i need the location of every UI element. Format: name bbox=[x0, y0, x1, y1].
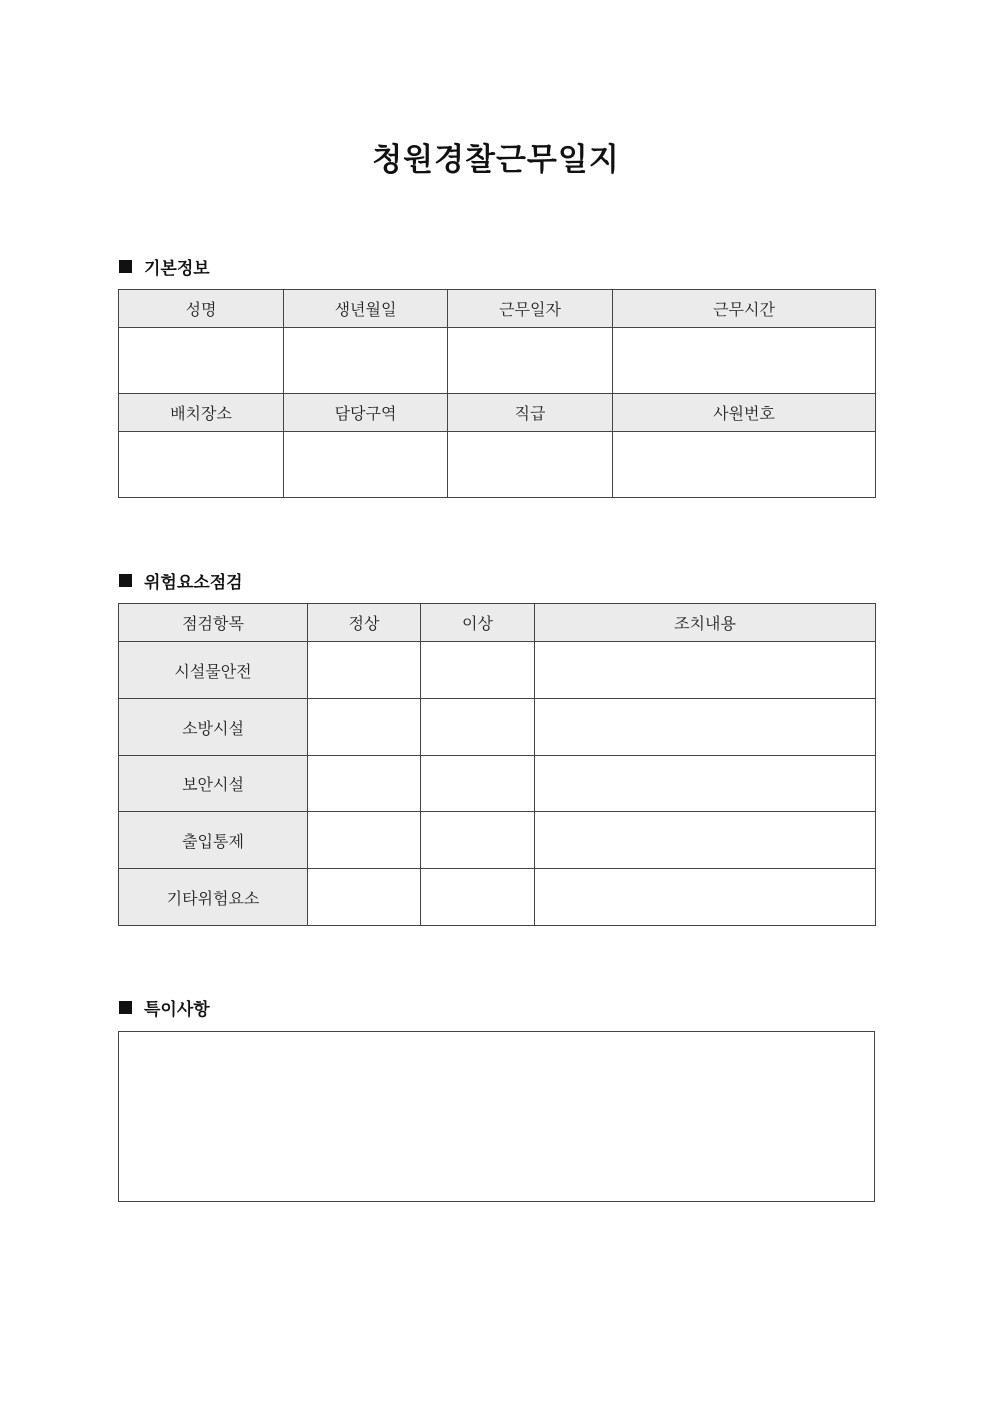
header-check-item: 점검항목 bbox=[119, 604, 308, 642]
header-birthdate: 생년월일 bbox=[284, 290, 448, 328]
header-work-date: 근무일자 bbox=[448, 290, 613, 328]
field-birthdate[interactable] bbox=[284, 328, 448, 394]
field-action-taken[interactable] bbox=[535, 812, 876, 869]
risk-check-table bbox=[118, 603, 876, 926]
field-normal[interactable] bbox=[308, 642, 421, 699]
remarks-field[interactable] bbox=[118, 1031, 875, 1202]
field-assigned-area[interactable] bbox=[284, 432, 448, 498]
section-risk-check bbox=[119, 568, 243, 593]
header-abnormal: 이상 bbox=[421, 604, 535, 642]
field-work-date[interactable] bbox=[448, 328, 613, 394]
field-abnormal[interactable] bbox=[421, 756, 535, 812]
document-title: 청원경찰근무일지 bbox=[372, 142, 620, 178]
header-name: 성명 bbox=[119, 290, 284, 328]
check-item-label: 출입통제 bbox=[119, 812, 308, 869]
field-name[interactable] bbox=[119, 328, 284, 394]
field-work-hours[interactable] bbox=[613, 328, 876, 394]
header-rank: 직급 bbox=[448, 394, 613, 432]
square-bullet-icon bbox=[119, 574, 132, 587]
field-action-taken[interactable] bbox=[535, 756, 876, 812]
field-employee-number[interactable] bbox=[613, 432, 876, 498]
header-action-taken: 조치내용 bbox=[535, 604, 876, 642]
header-assigned-area: 담당구역 bbox=[284, 394, 448, 432]
field-placement[interactable] bbox=[119, 432, 284, 498]
field-action-taken[interactable] bbox=[535, 642, 876, 699]
field-normal[interactable] bbox=[308, 812, 421, 869]
field-normal[interactable] bbox=[308, 756, 421, 812]
section-basic-info-label: 기본정보 bbox=[144, 259, 210, 279]
section-basic-info bbox=[119, 254, 210, 279]
field-abnormal[interactable] bbox=[421, 699, 535, 756]
section-remarks-label: 특이사항 bbox=[144, 1000, 210, 1020]
square-bullet-icon bbox=[119, 1001, 132, 1014]
header-work-hours: 근무시간 bbox=[613, 290, 876, 328]
field-normal[interactable] bbox=[308, 869, 421, 926]
field-abnormal[interactable] bbox=[421, 642, 535, 699]
section-risk-check-label: 위험요소점검 bbox=[144, 573, 243, 593]
header-normal: 정상 bbox=[308, 604, 421, 642]
check-item-label: 기타위험요소 bbox=[119, 869, 308, 926]
field-normal[interactable] bbox=[308, 699, 421, 756]
check-item-label: 시설물안전 bbox=[119, 642, 308, 699]
check-item-label: 보안시설 bbox=[119, 756, 308, 812]
header-placement: 배치장소 bbox=[119, 394, 284, 432]
basic-info-table bbox=[118, 289, 876, 498]
check-item-label: 소방시설 bbox=[119, 699, 308, 756]
field-action-taken[interactable] bbox=[535, 869, 876, 926]
field-rank[interactable] bbox=[448, 432, 613, 498]
field-abnormal[interactable] bbox=[421, 812, 535, 869]
header-employee-number: 사원번호 bbox=[613, 394, 876, 432]
field-abnormal[interactable] bbox=[421, 869, 535, 926]
section-remarks bbox=[119, 995, 210, 1020]
field-action-taken[interactable] bbox=[535, 699, 876, 756]
square-bullet-icon bbox=[119, 260, 132, 273]
